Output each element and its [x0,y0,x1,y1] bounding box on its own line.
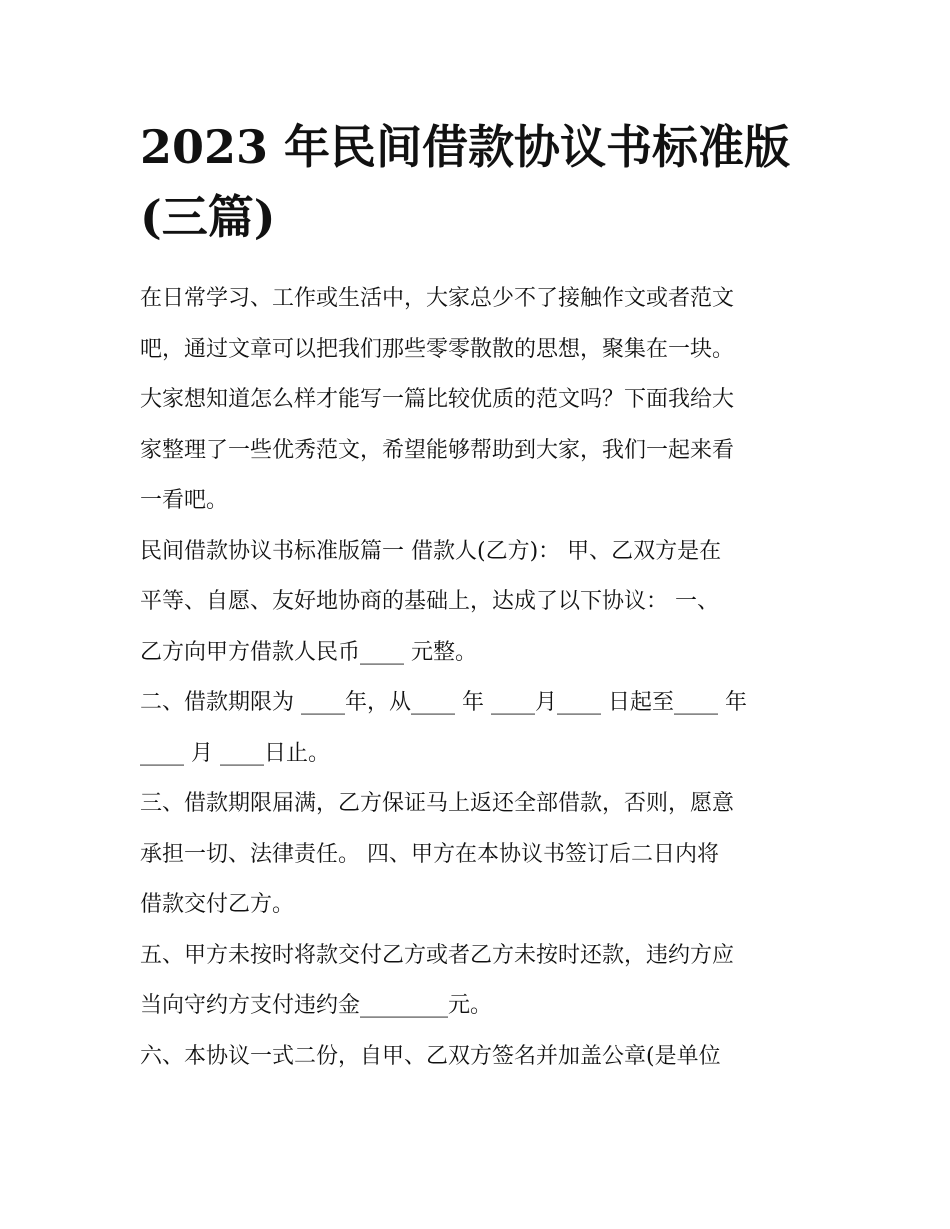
text-line: 五、甲方未按时将款交付乙方或者乙方未按时还款，违约方应 [140,942,735,968]
text-line: 大家想知道怎么样才能写一篇比较优质的范文吗？下面我给大 [140,387,735,412]
text-line: 二、借款期限为 ____年，从____ 年 ____月____ 日起至____ 年 [140,690,747,715]
document-title [140,112,820,252]
document-page [140,112,820,1082]
text-line: 家整理了一些优秀范文，希望能够帮助到大家，我们一起来看 [140,437,735,463]
clause-5-paragraph [140,931,820,1032]
title-line: (三篇) [140,190,276,244]
intro-paragraph [140,274,820,527]
text-line: 民间借款协议书标准版篇一 借款人(乙方)： 甲、乙双方是在 [140,538,722,564]
text-line: 吧，通过文章可以把我们那些零零散散的思想，聚集在一块。 [140,336,735,362]
text-line: 承担一切、法律责任。 四、甲方在本协议书签订后二日内将 [140,841,719,867]
text-line: 一看吧。 [140,488,229,513]
text-line: 当向守约方支付违约金________元。 [140,993,493,1018]
text-line: 三、借款期限届满，乙方保证马上返还全部借款，否则，愿意 [140,791,735,816]
text-line: 乙方向甲方借款人民币____ 元整。 [140,639,477,665]
clause-6-paragraph [140,1032,820,1083]
clause-2-paragraph [140,678,820,779]
text-line: 借款交付乙方。 [140,892,295,917]
title-line: 2023 年民间借款协议书标准版 [140,120,791,174]
clause-3-paragraph [140,779,820,931]
text-line: 平等、自愿、友好地协商的基础上，达成了以下协议： 一、 [140,589,719,614]
text-line: 六、本协议一式二份，自甲、乙双方签名并加盖公章(是单位 [140,1043,721,1069]
agreement-paragraph-1 [140,527,820,679]
text-line: ____ 月 ____日止。 [140,740,330,766]
text-line: 在日常学习、工作或生活中，大家总少不了接触作文或者范文 [140,286,735,311]
